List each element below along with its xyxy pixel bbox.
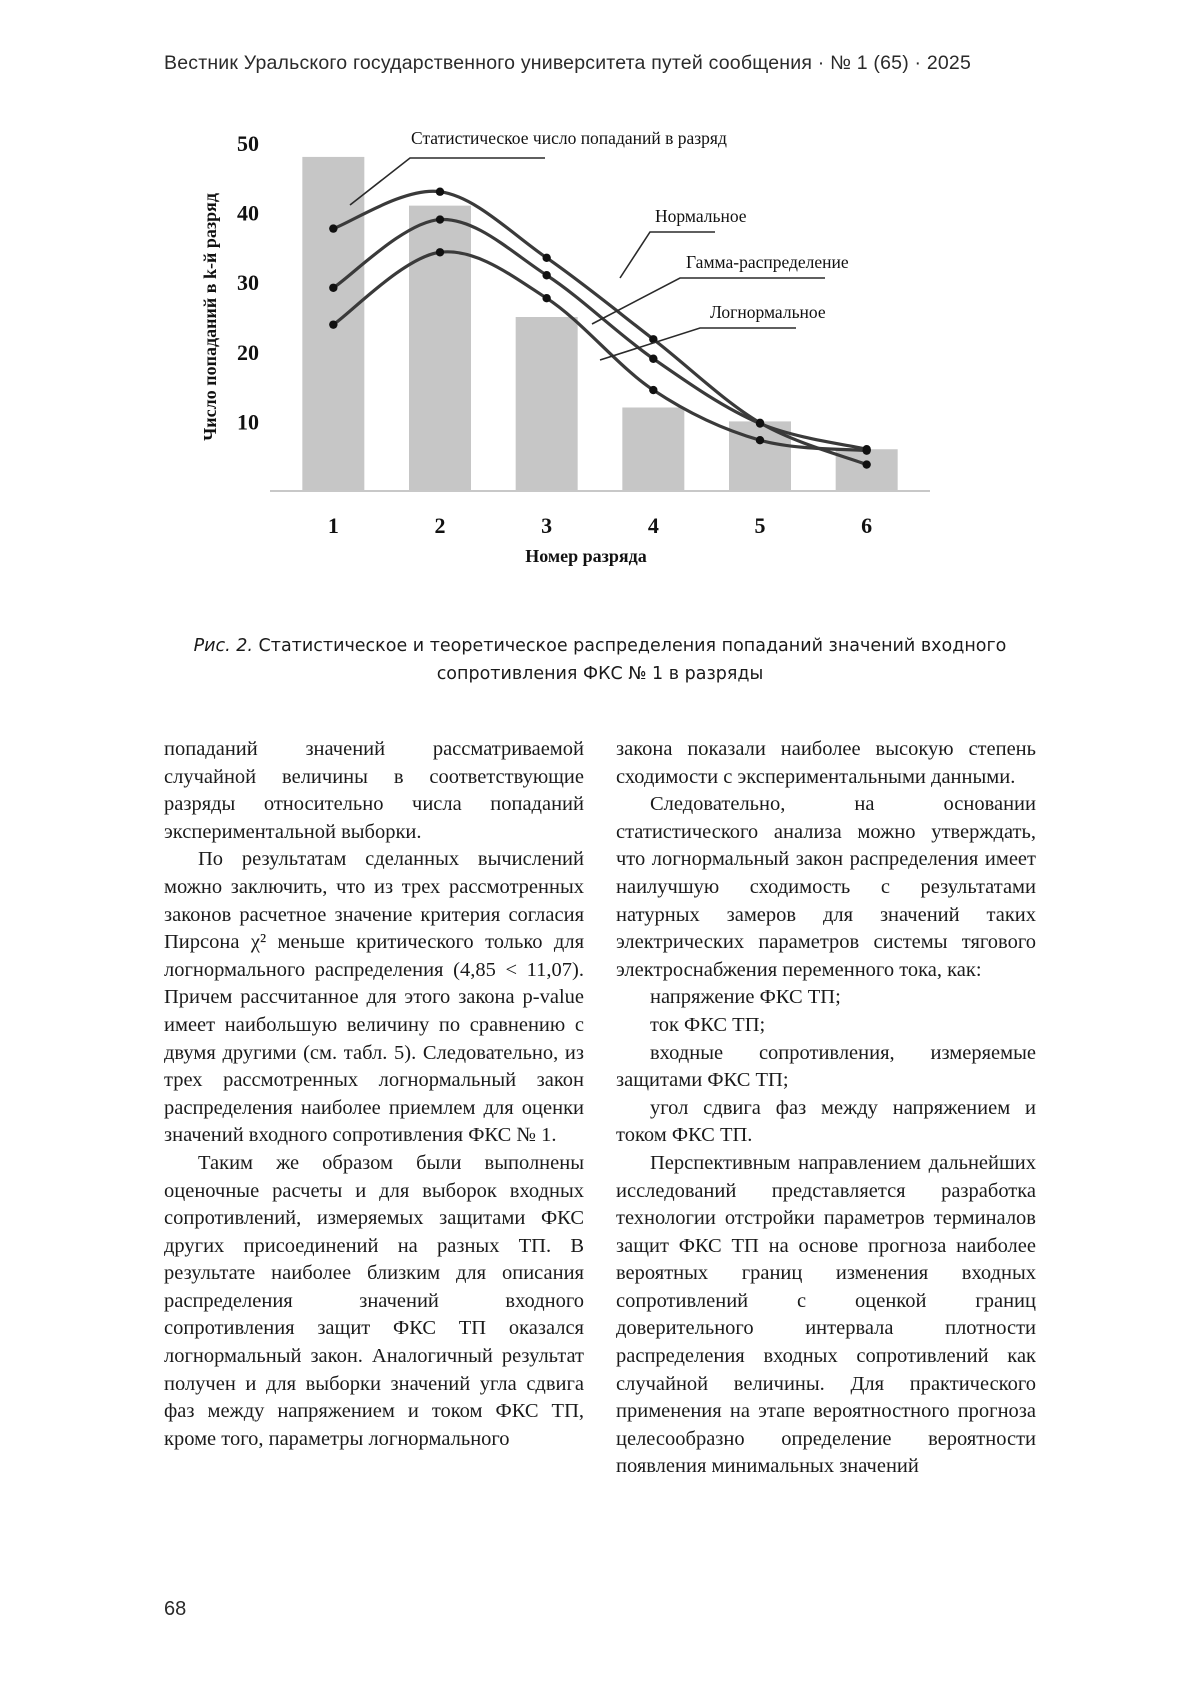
- list-item: угол сдвига фаз между напряжением и током ФКС ТП.: [616, 1096, 1036, 1147]
- legend-statistical-label: Статистическое число попаданий в разряд: [411, 128, 727, 148]
- figure-caption-text: Статистическое и теоретическое распределения попаданий значений входного сопротивления ФКС № 1 в разряды: [252, 636, 1007, 684]
- bar-3: [516, 317, 578, 491]
- point-gamma-3: [542, 271, 550, 279]
- point-gamma-1: [329, 284, 337, 292]
- point-normal-6: [862, 460, 870, 468]
- point-lognormal-5: [756, 436, 764, 444]
- x-tick-label: 3: [541, 513, 553, 538]
- point-normal-3: [542, 254, 550, 262]
- legend-statistical-leader: [350, 158, 545, 205]
- y-tick-label: 40: [237, 200, 259, 226]
- y-tick-label: 20: [237, 339, 259, 365]
- point-gamma-5: [756, 419, 764, 427]
- y-tick-label: 30: [237, 270, 259, 296]
- legend-lognormal-label: Логнормальное: [710, 302, 826, 322]
- x-tick-label: 6: [861, 513, 873, 538]
- point-lognormal-4: [649, 386, 657, 394]
- paragraph: попаданий значений рассматриваемой случайной величины в соответствующие разряды относительно числа попаданий экспериментальной выборки.: [164, 738, 584, 843]
- x-axis-label: Номер разряда: [525, 546, 647, 566]
- paragraph: закона показали наиболее высокую степень сходимости с экспериментальными данными.: [616, 738, 1036, 788]
- legend-normal-label: Нормальное: [655, 206, 747, 226]
- point-lognormal-1: [329, 320, 337, 328]
- list-item: напряжение ФКС ТП;: [650, 986, 841, 1009]
- y-axis-label: Число попаданий в k-й разряд: [200, 193, 220, 441]
- y-tick-label: 10: [237, 409, 259, 435]
- distribution-chart: [180, 120, 1020, 620]
- point-normal-1: [329, 224, 337, 232]
- bar-4: [622, 407, 684, 491]
- page-number: 68: [164, 1598, 187, 1620]
- left-column: [164, 736, 584, 1453]
- point-lognormal-2: [436, 248, 444, 256]
- right-column: [616, 736, 1036, 1481]
- bar-6: [836, 449, 898, 491]
- point-lognormal-3: [542, 294, 550, 302]
- x-tick-label: 4: [647, 513, 659, 538]
- paragraph: Перспективным направлением дальнейших исследований представляется разработка технологии отстройки параметров терминалов защит ФКС ТП на основе прогноза наиболее вероятных границ изменения входных сопротивлений с оценкой границ доверительного интервала плотности распределения входных сопротивлений как случайной величины. Для практического применения на этапе вероятностного прогноза целесообразно определение вероятности появления минимальных значений: [616, 1151, 1036, 1478]
- point-normal-2: [436, 188, 444, 196]
- list-item: входные сопротивления, измеряемые защитами ФКС ТП;: [616, 1041, 1036, 1092]
- paragraph: Таким же образом были выполнены оценочные расчеты и для выборок входных сопротивлений, измеряемых защитами ФКС других присоединений на разных ТП. В результате наиболее близким для описания распределения значений входного сопротивления защит ФКС ТП оказался логнормальный закон. Аналогичный результат получен и для выборки значений угла сдвига фаз между напряжением и током ФКС ТП, кроме того, параметры логнормального: [164, 1151, 584, 1450]
- point-gamma-2: [436, 215, 444, 223]
- point-lognormal-6: [862, 446, 870, 454]
- x-tick-label: 1: [327, 513, 339, 538]
- legend-lognormal-leader: [600, 328, 796, 360]
- point-gamma-4: [649, 355, 657, 363]
- figure-caption: [150, 632, 1050, 688]
- x-tick-label: 2: [434, 513, 446, 538]
- paragraph: По результатам сделанных вычислений можно заключить, что из трех рассмотренных законов расчетное значение критерия согласия Пирсона χ² меньше критического только для логнормального распределения (4,85 < 11,07). Причем рассчитанное для этого закона p-value имеет наибольшую величину по сравнению с двумя другими (см. табл. 5). Следовательно, из трех рассмотренных логнормальный закон распределения наиболее приемлем для оценки значений входного сопротивления ФКС № 1.: [164, 848, 584, 1147]
- legend-gamma-label: Гамма-распределение: [686, 252, 849, 272]
- figure-number: Рис. 2.: [193, 636, 253, 656]
- list-item: ток ФКС ТП;: [650, 1013, 766, 1036]
- journal-header: Вестник Уральского государственного университета путей сообщения · № 1 (65) · 2025: [164, 52, 971, 74]
- paragraph: Следовательно, на основании статистического анализа можно утверждать, что логнормальный закон распределения имеет наилучшую сходимость с результатами натурных замеров для значений таких электрических параметров системы тягового электроснабжения переменного тока, как:: [616, 793, 1036, 981]
- y-tick-label: 50: [237, 131, 259, 156]
- x-tick-label: 5: [754, 513, 766, 538]
